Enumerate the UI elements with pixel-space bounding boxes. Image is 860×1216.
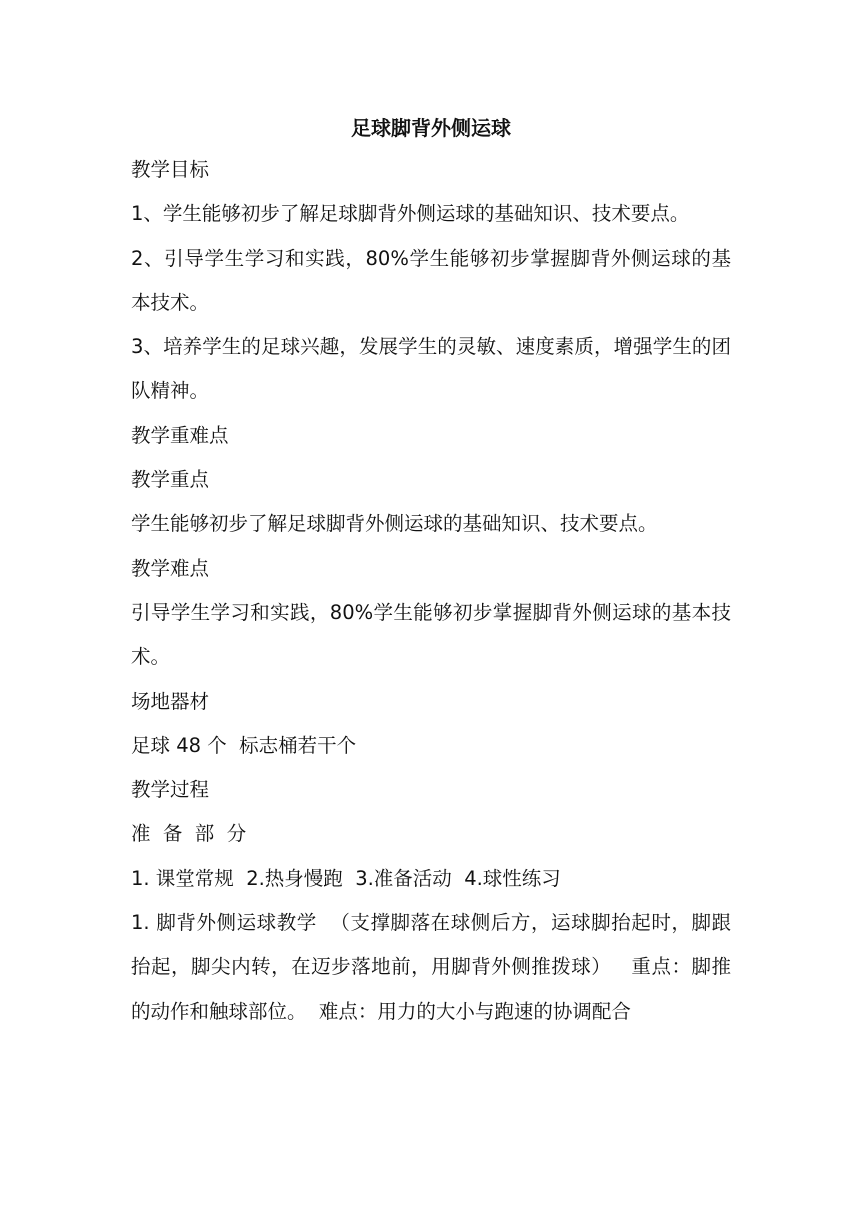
equipment-text: 足球 48 个 标志桶若干个 <box>131 733 357 757</box>
preparation-steps: 1. 课堂常规 2.热身慢跑 3.准备活动 4.球性练习 <box>131 866 561 890</box>
heading-key-difficult-points: 教学重难点 <box>131 423 229 447</box>
heading-teaching-process: 教学过程 <box>131 778 210 802</box>
heading-objectives: 教学目标 <box>131 158 210 181</box>
dribbling-teaching: 1. 脚背外侧运球教学 （支撑脚落在球侧后方，运球脚抬起时，脚跟抬起，脚尖内转，在迈步落地前，用脚背外侧推拨球） 重点：脚推的动作和触球部位。 难点：用力的大小与跑速的协调配合 <box>131 911 731 1023</box>
document-body <box>131 108 731 1034</box>
heading-key-point: 教学重点 <box>131 468 210 492</box>
heading-venue-equipment: 场地器材 <box>131 689 210 713</box>
difficult-point-text: 引导学生学习和实践，80%学生能够初步掌握脚背外侧运球的基本技术。 <box>131 600 731 669</box>
key-point-text: 学生能够初步了解足球脚背外侧运球的基础知识、技术要点。 <box>131 512 658 536</box>
objective-3: 3、培养学生的足球兴趣，发展学生的灵敏、速度素质，增强学生的团队精神。 <box>131 335 731 403</box>
heading-preparation-part: 准 备 部 分 <box>131 822 247 846</box>
heading-difficult-point: 教学难点 <box>131 556 210 580</box>
objective-1: 1、学生能够初步了解足球脚背外侧运球的基础知识、技术要点。 <box>131 202 690 226</box>
document-title: 足球脚背外侧运球 <box>351 116 511 140</box>
objective-2: 2、引导学生学习和实践，80%学生能够初步掌握脚背外侧运球的基本技术。 <box>131 246 731 314</box>
